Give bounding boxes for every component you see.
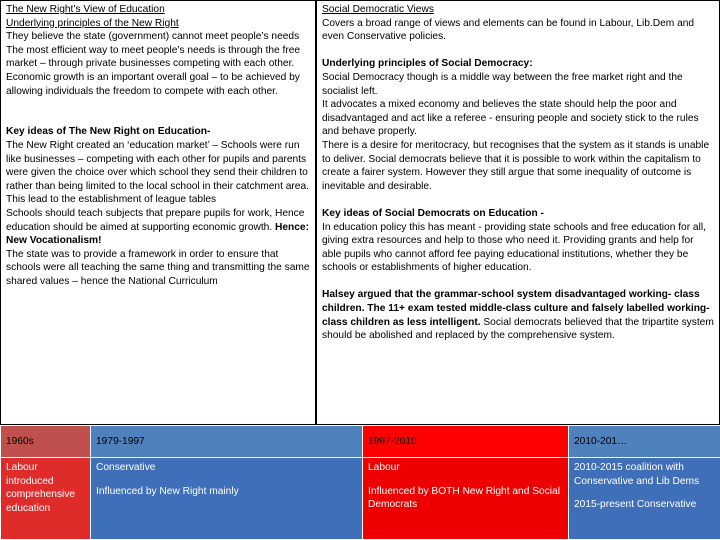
timeline-1960s-text: Labour introduced comprehensive education: [6, 462, 76, 514]
social-democrat-principle-1: Social Democracy though is a middle way between the free market right and the socialist left.: [322, 71, 683, 97]
timeline-2015-conservative: 2015-present Conservative: [574, 499, 697, 511]
new-right-key-heading: Key ideas of The New Right on Education-: [6, 126, 211, 138]
new-vocationalism: Hence: New Vocationalism!: [6, 221, 309, 247]
timeline-body-row: [1, 458, 720, 540]
timeline-header-1960s: 1960s: [1, 426, 91, 458]
halsey-bold: Halsey argued that the grammar-school system disadvantaged working- class children. The 11+ exam tested middle-class culture and falsely labelled working-class children as less intelligent.: [322, 289, 710, 328]
timeline-1997-cell: [363, 458, 569, 540]
social-democrat-title: Social Democratic Views: [322, 4, 434, 15]
halsey-paragraph: [322, 288, 714, 342]
new-right-principle-2: The most efficient way to meet people’s needs is through the free market – through private businesses competing with each other.: [6, 44, 301, 70]
new-right-principle-3: Economic growth is an important overall goal – to be achieved by allowing individuals the freedom to compete with each other.: [6, 71, 300, 97]
new-right-panel: [0, 0, 316, 425]
new-right-title: The New Right’s View of Education: [6, 4, 165, 15]
timeline-1979-cell: [91, 458, 363, 540]
social-democrat-panel: [316, 0, 720, 425]
halsey-rest: Social democrats believed that the tripartite system should be abolished and replaced by the comprehensive system.: [322, 316, 714, 342]
timeline-header-row: [1, 426, 720, 458]
new-right-key-3: The state was to provide a framework in order to ensure that schools were all teaching the same thing and transmitting the same shared values – hence the National Curriculum: [6, 248, 310, 287]
social-democrat-principles-heading: Underlying principles of Social Democracy:: [322, 58, 533, 70]
timeline-1960s-cell: [1, 458, 91, 540]
social-democrat-principle-2: It advocates a mixed economy and believes the state should help the poor and disadvantaged and act like a referee - ensuring people and society stick to the rules and behave properly.: [322, 99, 699, 138]
timeline-header-2010: 2010-201…: [569, 426, 720, 458]
social-democrat-principle-3: There is a desire for meritocracy, but recognises that the system as it stands is unable to deliver. Social democrats believe that it is possible to work within the capitalism to create a fairer system. However they still argue that some inequality of outcome is inevitable and desirable.: [322, 139, 710, 192]
new-right-key-2-text: Schools should teach subjects that prepare pupils for work, Hence education should be aimed at supporting economic growth.: [6, 207, 305, 233]
education-timeline: [0, 425, 720, 540]
new-right-principle-1: They believe the state (government) cannot meet people’s needs: [6, 31, 300, 43]
timeline-1979-note: Influenced by New Right mainly: [96, 485, 239, 497]
timeline-2010-cell: [569, 458, 720, 540]
new-right-key-1: The New Right created an ‘education market’ – Schools were run like businesses – competing with each other for pupils and parents were given the choice over which school they send their children to rather than being limited to the local school in their catchment area. This lead to the establishment of league tables: [6, 139, 309, 206]
timeline-1997-party: Labour: [368, 462, 400, 473]
timeline-header-1997: 1997-2010: [363, 426, 569, 458]
new-right-key-2: [6, 207, 310, 248]
timeline-header-1979: 1979-1997: [91, 426, 363, 458]
new-right-principles-heading: Underlying principles of the New Right: [6, 17, 179, 29]
timeline-1979-party: Conservative: [96, 462, 156, 473]
timeline-2010-coalition: 2010-2015 coalition with Conservative and Lib Dems: [574, 462, 700, 487]
social-democrat-key-1: In education policy this has meant - providing state schools and free education for all, giving extra resources and help to those who need it. Providing grants and help for able pupils who cannot afford fee paying educational institutions, whether they be schools or establishments of higher education.: [322, 221, 706, 274]
timeline-1997-note: Influenced by BOTH New Right and Social Democrats: [368, 485, 560, 511]
social-democrat-key-heading: Key ideas of Social Democrats on Education -: [322, 207, 544, 219]
social-democrat-intro: Covers a broad range of views and elements can be found in Labour, Lib.Dem and even Conservative policies.: [322, 17, 695, 43]
